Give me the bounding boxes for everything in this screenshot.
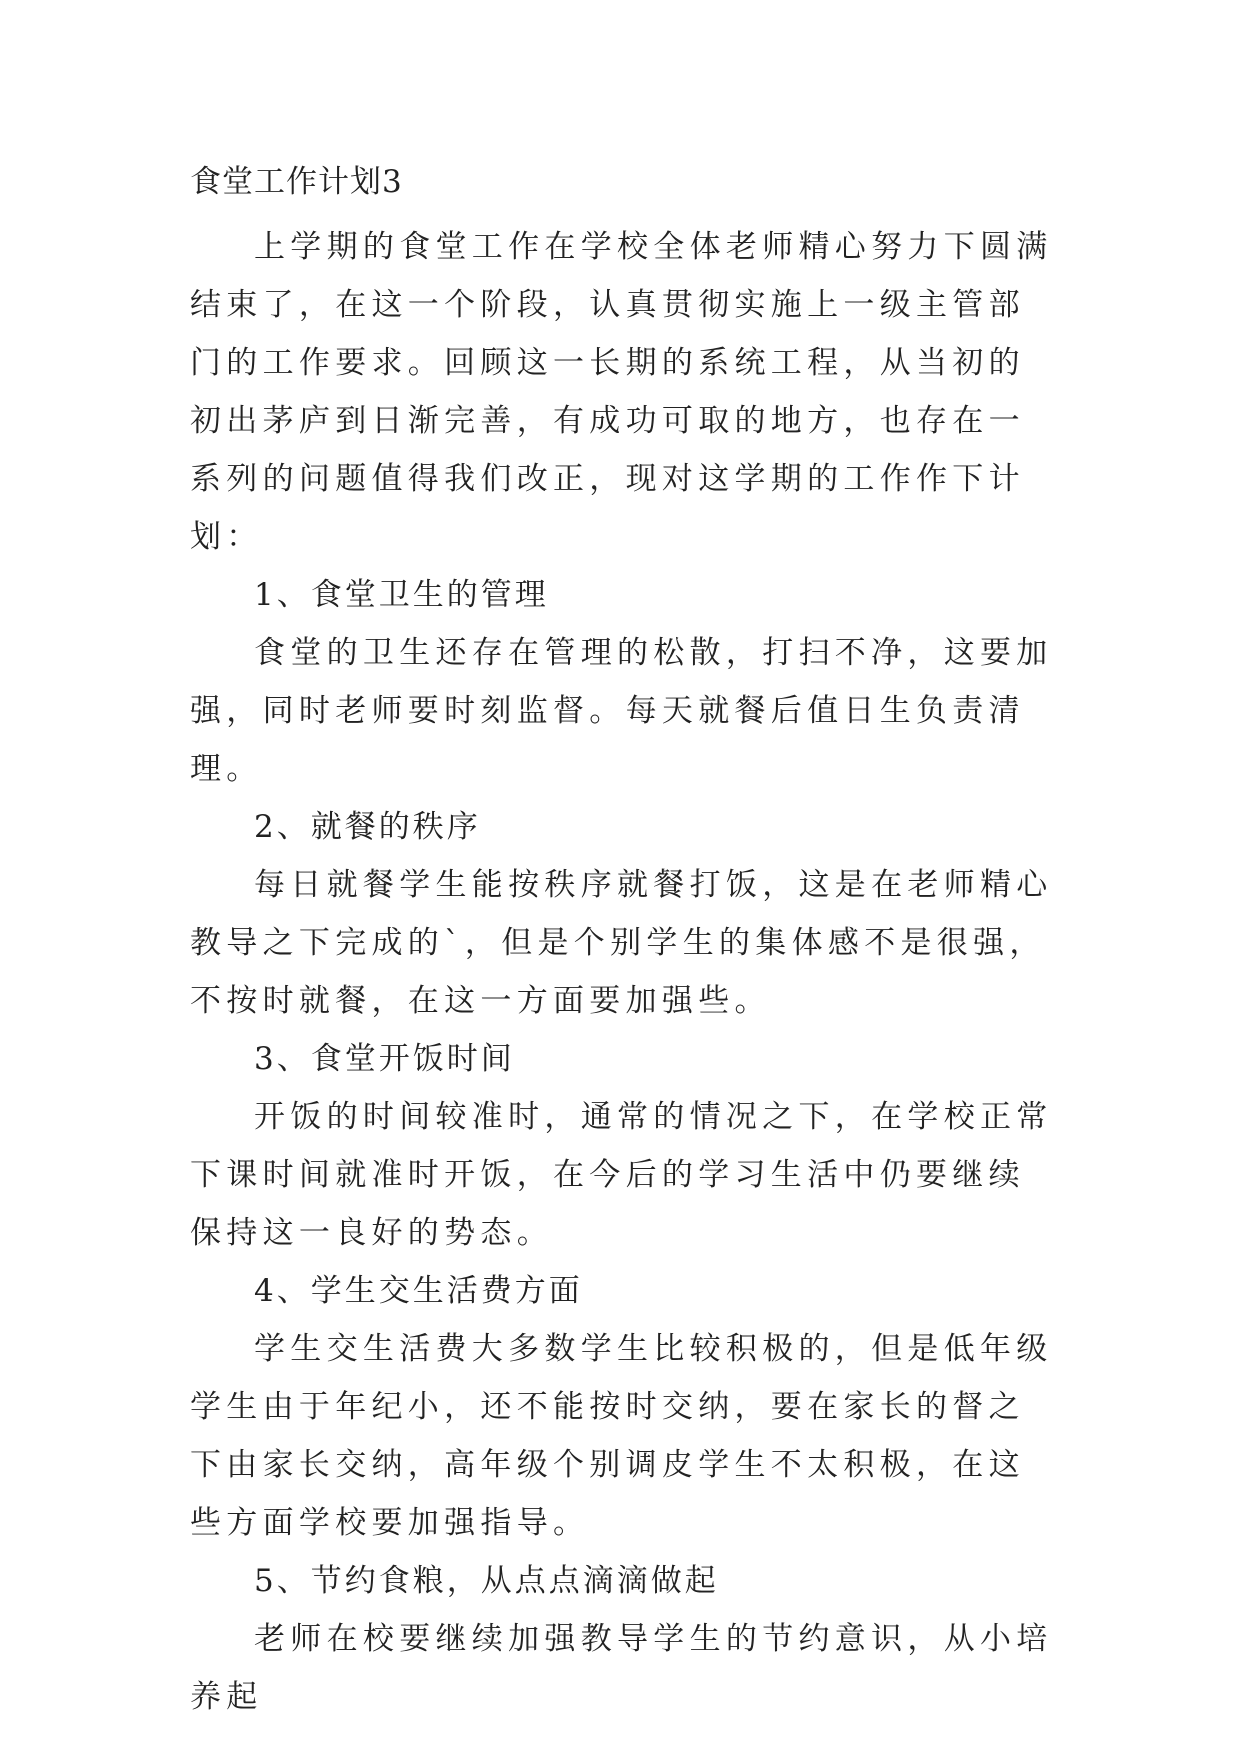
- section-body-save-food: 老师在校要继续加强教导学生的节约意识，从小培养起: [190, 1621, 1053, 1715]
- section-body-hygiene: 食堂的卫生还存在管理的松散，打扫不净，这要加强，同时老师要时刻监督。每天就餐后值日生负责清理。: [190, 635, 1053, 787]
- document-title: 食堂工作计划3: [190, 164, 403, 200]
- section-heading-save-food: 5、节约食粮，从点点滴滴做起: [254, 1563, 719, 1599]
- section-heading-hygiene: 1、食堂卫生的管理: [254, 577, 549, 613]
- section-heading-living-fee: 4、学生交生活费方面: [254, 1273, 583, 1309]
- section-heading-meal-time: 3、食堂开饭时间: [254, 1041, 515, 1077]
- section-body-dining-order: 每日就餐学生能按秩序就餐打饭，这是在老师精心教导之下完成的`，但是个别学生的集体感不是很强，不按时就餐，在这一方面要加强些。: [190, 867, 1053, 1019]
- intro-paragraph: 上学期的食堂工作在学校全体老师精心努力下圆满结束了，在这一个阶段，认真贯彻实施上一级主管部门的工作要求。回顾这一长期的系统工程，从当初的初出茅庐到日渐完善，有成功可取的地方，也存在一系列的问题值得我们改正，现对这学期的工作作下计划：: [190, 229, 1053, 555]
- section-body-meal-time: 开饭的时间较准时，通常的情况之下，在学校正常下课时间就准时开饭，在今后的学习生活中仍要继续保持这一良好的势态。: [190, 1099, 1053, 1251]
- section-heading-dining-order: 2、就餐的秩序: [254, 809, 481, 845]
- document-body: [190, 218, 1056, 1726]
- section-body-living-fee: 学生交生活费大多数学生比较积极的，但是低年级学生由于年纪小，还不能按时交纳，要在家长的督之下由家长交纳，高年级个别调皮学生不太积极，在这些方面学校要加强指导。: [190, 1331, 1053, 1541]
